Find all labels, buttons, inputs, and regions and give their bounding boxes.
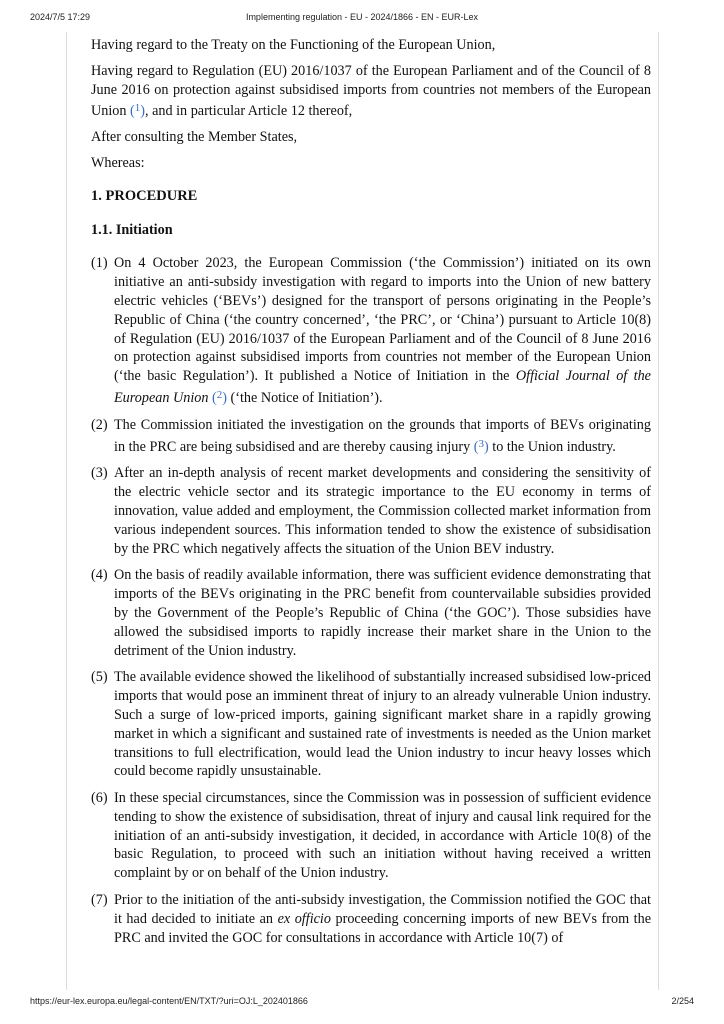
recital-6: [91, 789, 651, 883]
print-url: https://eur-lex.europa.eu/legal-content/EN/TXT/?uri=OJ:L_202401866: [30, 996, 308, 1006]
recital-3: [91, 464, 651, 558]
recital-number: (6): [91, 790, 108, 807]
print-page-number: 2/254: [671, 996, 694, 1006]
print-datetime: 2024/7/5 17:29: [30, 12, 91, 22]
recital-text: After an in-depth analysis of recent market developments and considering the sensitivity of the electric vehicle sector and its strategic importance to the EU economy in terms of innovation, value added and employment, the Commission collected market information from various independent sources. This information tended to show the existence of subsidisation by the PRC which negatively affects the situation of the Union BEV industry.: [114, 465, 651, 557]
preamble-consulting: After consulting the Member States,: [91, 129, 298, 146]
recitals-list: [91, 254, 651, 947]
recital-7: [91, 891, 651, 947]
print-footer: [0, 996, 724, 1010]
recital-number: (5): [91, 669, 108, 686]
recital-4: [91, 566, 651, 660]
recital-2: [91, 416, 651, 457]
footnote-link-3[interactable]: ($^3$): [473, 437, 489, 455]
section-heading: 1. PROCEDURE: [91, 187, 198, 204]
recital-italic: ex officio: [277, 910, 331, 927]
recital-text: On 4 October 2023, the European Commission (‘the Commission’) initiated on its own initiative an anti-subsidy investigation with regard to imports into the Union of new battery electric vehicles (‘BEVs’) designed for the transport of persons originating in the People’s Republic of China (‘the country concerned’, ‘the PRC’, or ‘China’) pursuant to Article 10(8) of Regulation (EU) 2016/1037 of the European Parliament and of the Council of 8 June 2016 on protection against subsidised imports from countries not member of the European Union (‘the basic Regulation’). It published a Notice of Initiation in the: [114, 255, 651, 385]
subsection-heading: 1.1. Initiation: [91, 221, 173, 238]
recital-italic: Official Journal of the European Union: [114, 368, 651, 406]
recital-text: The Commission initiated the investigation on the grounds that imports of BEVs originating in the PRC are being subsidised and are thereby causing injury: [114, 416, 651, 455]
footnote-link-1[interactable]: ($^1$): [130, 102, 145, 120]
preamble-whereas: Whereas:: [91, 154, 145, 171]
preamble-regulation-after: , and in particular Article 12 thereof,: [144, 103, 353, 120]
page-border-right: [658, 32, 659, 990]
recital-text-end: proceeding concerning imports of new BEVs from the PRC and invited the GOC for consultations in accordance with Article 10(7) of: [114, 910, 651, 946]
print-title: Implementing regulation - EU - 2024/1866 - EN - EUR-Lex: [245, 12, 479, 22]
recital-number: (4): [91, 567, 108, 584]
recital-text: On the basis of readily available information, there was sufficient evidence demonstrating that imports of the BEVs originating in the PRC benefit from countervailable subsidies provided by the Government of the People’s Republic of China (‘the GOC’). Those subsidies have allowed the subsidised imports to rapidly increase their market share in the Union to the detriment of the Union industry.: [114, 567, 651, 659]
recital-number: (1): [91, 255, 108, 272]
recital-text-end: to the Union industry.: [488, 438, 616, 455]
recital-text: The available evidence showed the likelihood of substantially increased subsidised low-priced imports that would pose an imminent threat of injury to an already vulnerable Union industry. Such a surge of low-priced imports, gaining significant market share in a rapidly growing market in which a significant and sustained rate of investments is needed as the Union market transitions to full electrification, would lead the Union industry to incur heavy losses which could become rapidly unsustainable.: [114, 669, 651, 780]
preamble-treaty: Having regard to the Treaty on the Functioning of the European Union,: [91, 37, 496, 53]
recital-text: Prior to the initiation of the anti-subsidy investigation, the Commission notified the GOC that it had decided to initiate an: [114, 892, 651, 927]
recital-5: [91, 668, 651, 781]
recital-text-end: (‘the Notice of Initiation’).: [226, 389, 383, 406]
document-content: [91, 36, 651, 955]
preamble-regulation-text: Having regard to Regulation (EU) 2016/1037 of the European Parliament and of the Council of 8 June 2016 on protection against subsidised imports from countries not members of the European Union: [91, 62, 651, 120]
footnote-link-2[interactable]: ($^2$): [212, 388, 227, 406]
recital-1: [91, 254, 651, 407]
preamble-regulation: [91, 62, 651, 121]
recital-text: In these special circumstances, since the Commission was in possession of sufficient evidence tending to show the existence of subsidisation, threat of injury and causal link required for the initiation of an anti-subsidy investigation, it decided, in accordance with Article 10(8) of the basic Regulation, to proceed with such an initiation without having received a written complaint by or on behalf of the Union industry.: [114, 790, 651, 882]
page-border-left: [66, 32, 67, 990]
recital-number: (7): [91, 892, 108, 909]
print-header: [0, 12, 724, 26]
recital-number: (3): [91, 465, 108, 482]
recital-number: (2): [91, 416, 108, 433]
